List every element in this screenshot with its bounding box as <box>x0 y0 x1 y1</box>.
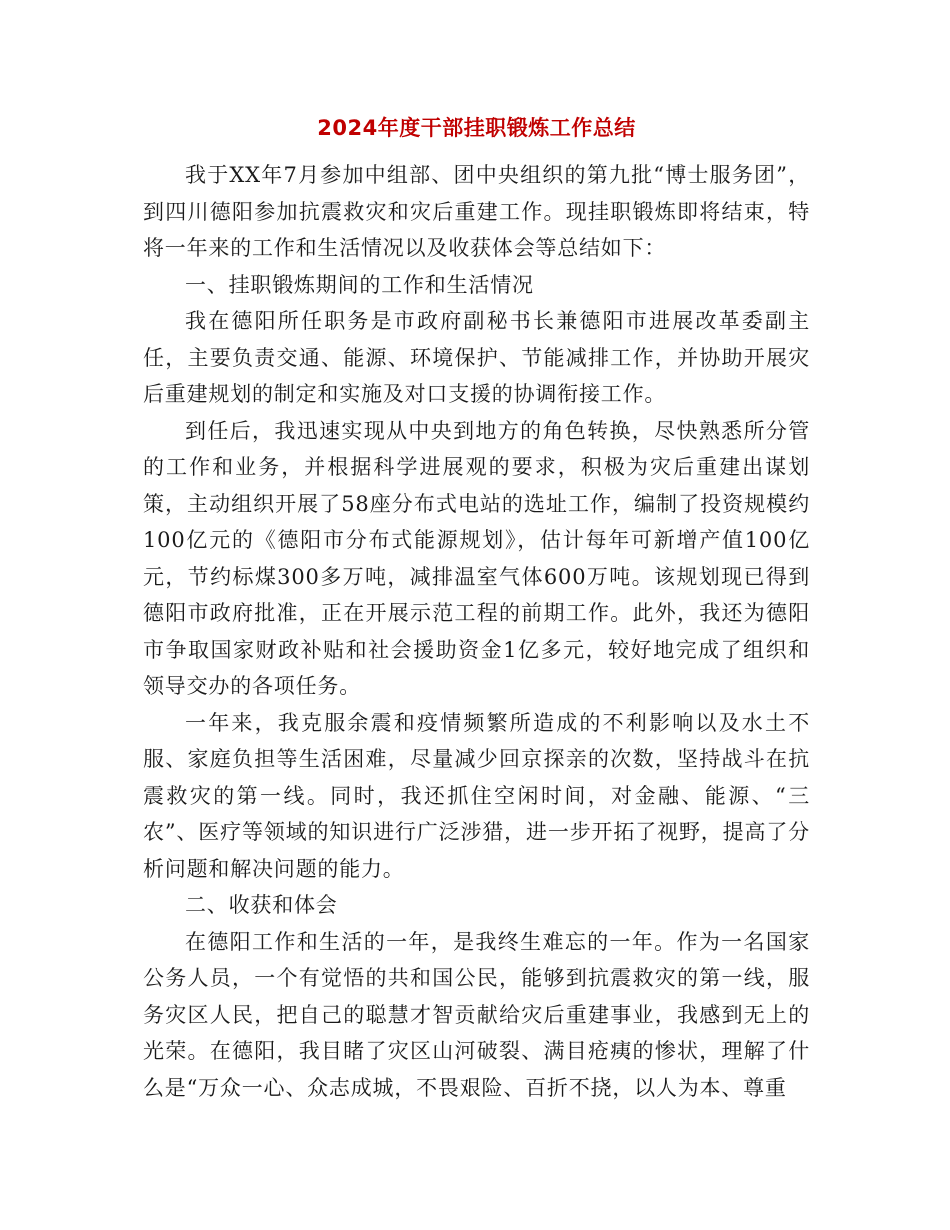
body-paragraph: 一年来，我克服余震和疫情频繁所造成的不利影响以及水土不服、家庭负担等生活困难，尽量减少回京探亲的次数，坚持战斗在抗震救灾的第一线。同时，我还抓住空闲时间，对金融、能源、“三农”、医疗等领域的知识进行广泛涉猎，进一步开拓了视野，提高了分析问题和解决问题的能力。 <box>143 710 810 881</box>
body-paragraph: 到任后，我迅速实现从中央到地方的角色转换，尽快熟悉所分管的工作和业务，并根据科学进展观的要求，积极为灾后重建出谋划策，主动组织开展了58座分布式电站的选址工作，编制了投资规模约100亿元的《德阳市分布式能源规划》，估计每年可新增产值100亿元，节约标煤300多万吨，减排温室气体600万吨。该规划现已得到德阳市政府批准，正在开展示范工程的前期工作。此外，我还为德阳市争取国家财政补贴和社会援助资金1亿多元，较好地完成了组织和领导交办的各项任务。 <box>143 418 810 698</box>
body-paragraph: 在德阳工作和生活的一年，是我终生难忘的一年。作为一名国家公务人员，一个有觉悟的共和国公民，能够到抗震救灾的第一线，服务灾区人民，把自己的聪慧才智贡献给灾后重建事业，我感到无上的光荣。在德阳，我目睹了灾区山河破裂、满目疮痍的惨状，理解了什么是“万众一心、众志成城，不畏艰险、百折不挠，以人为本、尊重 <box>143 929 810 1100</box>
section-heading-1: 一、挂职锻炼期间的工作和生活情况 <box>185 272 534 297</box>
body-paragraph: 我在德阳所任职务是市政府副秘书长兼德阳市进展改革委副主任，主要负责交通、能源、环境保护、节能减排工作，并协助开展灾后重建规划的制定和实施及对口支援的协调衔接工作。 <box>143 309 810 406</box>
intro-paragraph: 我于XX年7月参加中组部、团中央组织的第九批“博士服务团”，到四川德阳参加抗震救灾和灾后重建工作。现挂职锻炼即将结束，特将一年来的工作和生活情况以及收获体会等总结如下： <box>143 163 810 260</box>
document-body <box>143 157 810 1106</box>
document-title: 2024年度干部挂职锻炼工作总结 <box>317 116 636 140</box>
section-heading-2: 二、收获和体会 <box>185 893 338 917</box>
